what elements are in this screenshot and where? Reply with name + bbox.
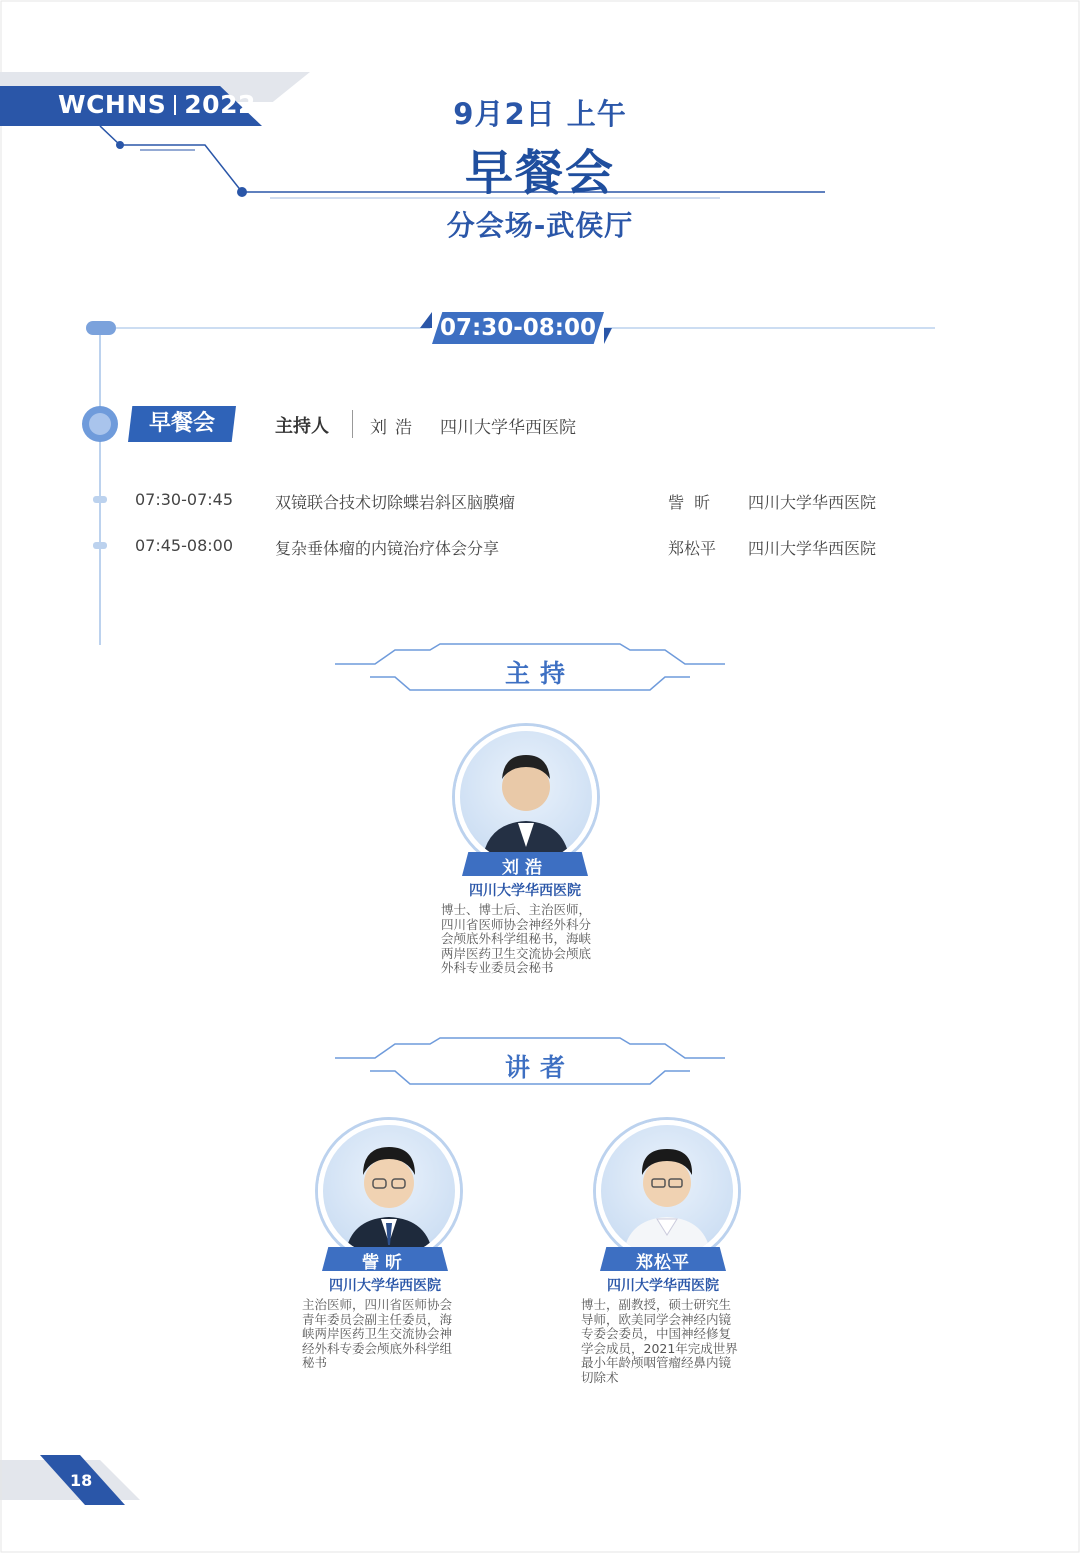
brand-year: 2022	[184, 90, 256, 119]
bio-line: 主治医师，四川省医师协会	[302, 1297, 453, 1312]
host-avatar	[455, 726, 597, 868]
bio-line: 博士、博士后、主治医师，	[441, 902, 592, 917]
host-divider	[352, 410, 353, 438]
bio-line: 博士，副教授，硕士研究生	[581, 1297, 732, 1312]
talk-institution: 四川大学华西医院	[748, 493, 877, 512]
speaker-name: 郑松平	[636, 1253, 690, 1273]
talk-time: 07:45-08:00	[135, 536, 233, 555]
host-institution: 四川大学华西医院	[440, 418, 576, 438]
person-icon	[460, 731, 592, 863]
talk-speaker: 訾 昕	[668, 493, 711, 512]
speaker-section-title: 讲者	[504, 1053, 575, 1082]
talk-speaker: 郑松平	[668, 539, 717, 558]
speaker-avatar	[596, 1120, 738, 1262]
person-icon	[323, 1125, 455, 1257]
speaker-name: 訾昕	[362, 1253, 408, 1273]
bio-line: 经外科专委会颅底外科学组	[302, 1340, 453, 1356]
bio-line: 会颅底外科学组秘书，海峡	[441, 931, 592, 947]
bio-line: 峡两岸医药卫生交流协会神	[302, 1326, 453, 1342]
speaker-institution: 四川大学华西医院	[607, 1278, 719, 1294]
host-profile-name: 刘浩	[502, 858, 548, 878]
person-icon	[601, 1125, 733, 1257]
bio-line: 外科专业委员会秘书	[441, 960, 554, 976]
talk-institution: 四川大学华西医院	[748, 539, 877, 558]
bio-line: 两岸医药卫生交流协会颅底	[441, 945, 592, 961]
talk-time: 07:30-07:45	[135, 490, 233, 509]
bio-line: 切除术	[581, 1369, 619, 1385]
bio-line: 导师，欧美同学会神经内镜	[581, 1311, 732, 1327]
speaker-bio	[581, 1298, 761, 1386]
host-bio	[441, 903, 621, 976]
talk-row	[0, 536, 1080, 558]
time-range: 07:30-08:00	[440, 315, 596, 341]
speaker-bio	[302, 1298, 482, 1371]
talk-topic: 复杂垂体瘤的内镜治疗体会分享	[275, 539, 500, 558]
bio-line: 最小年龄颅咽管瘤经鼻内镜	[581, 1355, 732, 1371]
bio-line: 学会成员，2021年完成世界	[581, 1340, 738, 1356]
host-section-title: 主持	[504, 659, 575, 688]
bio-line: 青年委员会副主任委员，海	[302, 1311, 453, 1327]
host-label: 主持人	[275, 416, 329, 437]
brand-acronym: WCHNS	[58, 90, 167, 119]
host-name: 刘浩	[370, 418, 420, 438]
page-number: 18	[70, 1471, 93, 1490]
session-tag-label: 早餐会	[148, 411, 215, 436]
bio-line: 四川省医师协会神经外科分	[441, 916, 592, 932]
speaker-avatar	[318, 1120, 460, 1262]
venue-label: 分会场-武侯厅	[446, 209, 634, 242]
page-title: 早餐会	[464, 145, 615, 201]
speaker-institution: 四川大学华西医院	[329, 1278, 441, 1294]
bio-line: 专委会委员，中国神经修复	[581, 1326, 732, 1342]
host-profile-institution: 四川大学华西医院	[469, 883, 581, 899]
bio-line: 秘书	[302, 1355, 328, 1371]
talk-topic: 双镜联合技术切除蝶岩斜区脑膜瘤	[275, 493, 516, 512]
talk-row	[0, 490, 1080, 512]
session-date: 9月2日 上午	[453, 97, 627, 131]
